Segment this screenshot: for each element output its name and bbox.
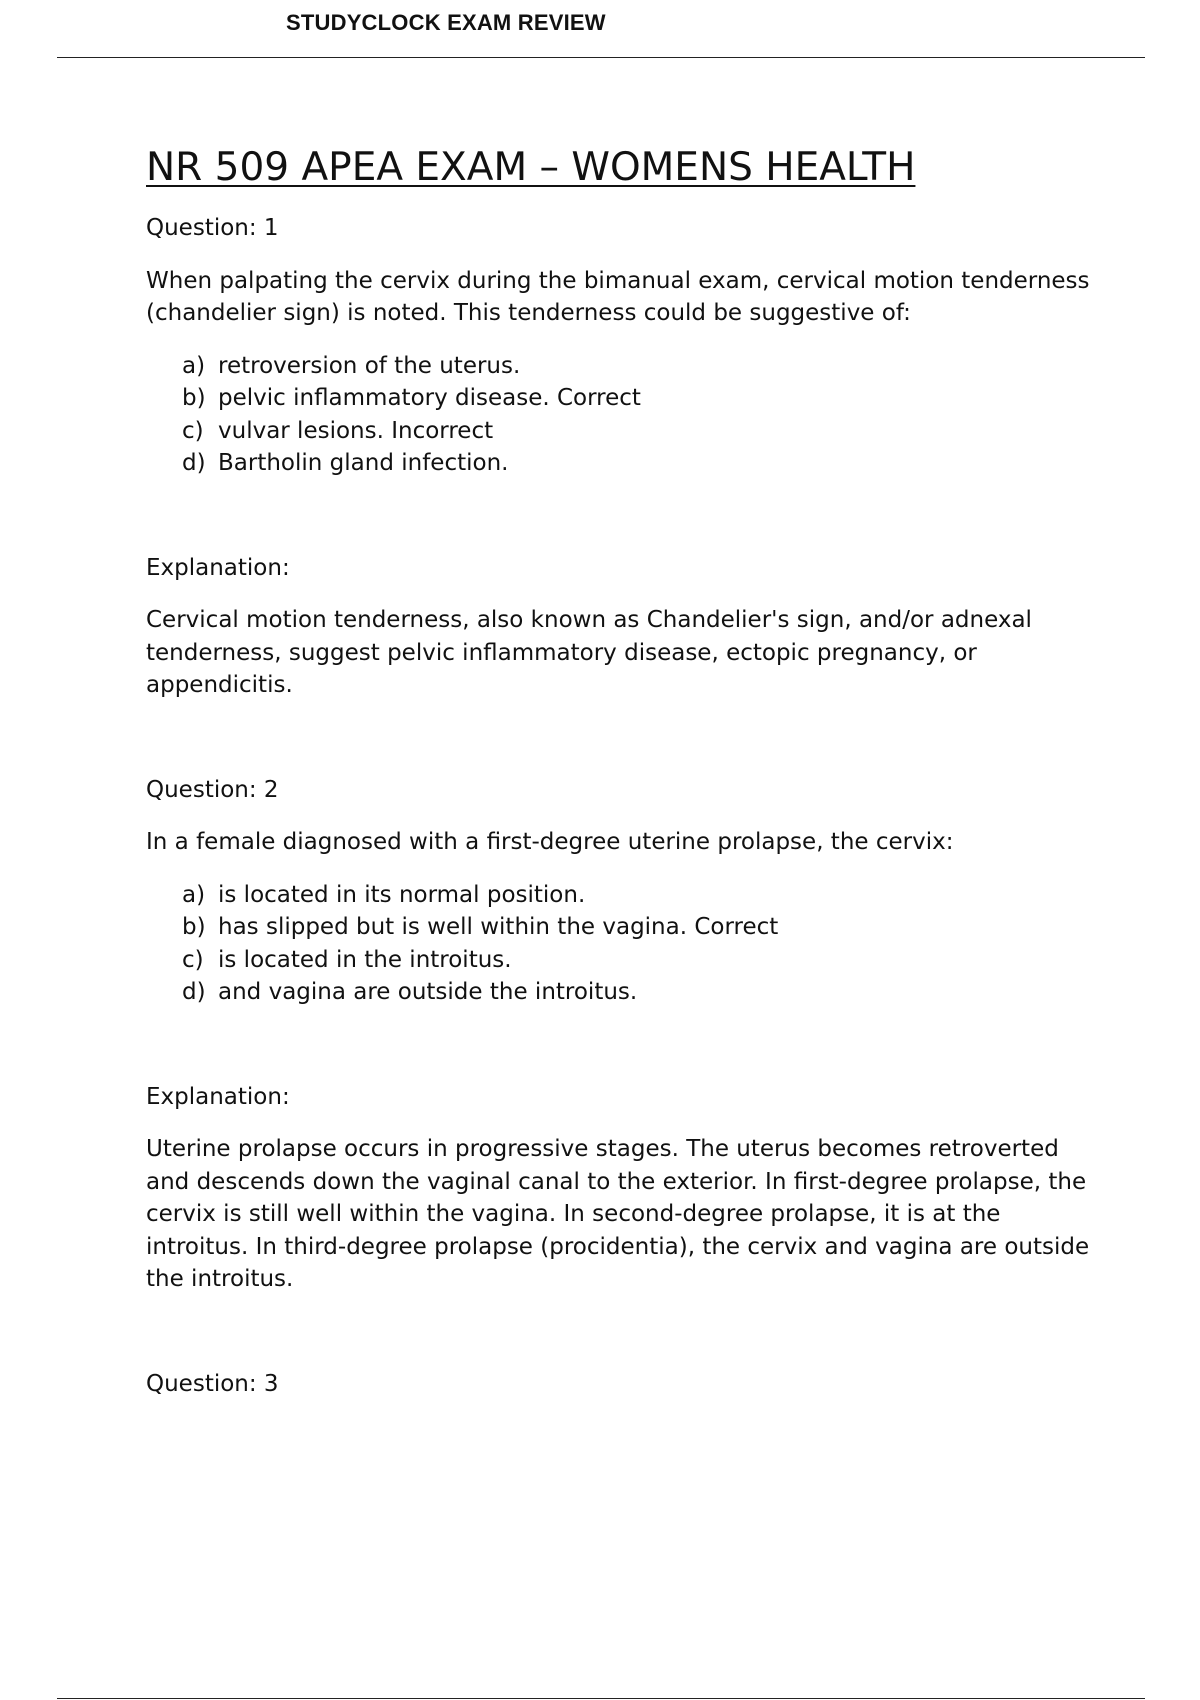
explanation-text: Cervical motion tenderness, also known as Chandelier's sign, and/or adnexal tenderness, suggest pelvic inflammatory disease, ectopic pregnancy, or appendicitis. (146, 607, 1032, 698)
answer-option-a (182, 350, 1106, 383)
answer-options (146, 350, 1106, 480)
question-label: Question: 1 (146, 215, 279, 241)
option-text: and vagina are outside the introitus. (218, 979, 638, 1005)
question-block-2 (146, 774, 1106, 1296)
answer-option-c (182, 944, 1106, 977)
document-title: NR 509 APEA EXAM – WOMENS HEALTH (146, 145, 916, 190)
page-header-title: STUDYCLOCK EXAM REVIEW (286, 10, 606, 35)
option-letter: a) (182, 881, 206, 908)
answer-option-a (182, 879, 1106, 912)
option-letter: d) (182, 979, 206, 1005)
explanation-text: Uterine prolapse occurs in progressive stages. The uterus becomes retroverted and descends down the vaginal canal to the exterior. In first-degree prolapse, the cervix is still well within the vagina. In second-degree prolapse, it is at the introitus. In third-degree prolapse (procidentia), the cervix and vagina are outside the introitus. (146, 1136, 1090, 1292)
option-letter: a) (182, 352, 206, 379)
spacer (146, 1009, 1106, 1081)
option-text: retroversion of the uterus. (218, 352, 521, 379)
header-divider (57, 57, 1145, 58)
answer-option-d (182, 976, 1106, 1009)
answer-option-c (182, 415, 1106, 448)
answer-options (146, 879, 1106, 1009)
spacer (146, 1296, 1106, 1368)
option-text: pelvic inflammatory disease. Correct (218, 385, 641, 411)
option-text: vulvar lesions. Incorrect (218, 417, 494, 444)
footer-divider (57, 1698, 1145, 1699)
option-text: Bartholin gland infection. (218, 450, 509, 476)
option-text: is located in the introitus. (218, 946, 512, 973)
question-block-3 (146, 1368, 1106, 1401)
question-block-1 (146, 212, 1106, 702)
option-letter: b) (182, 385, 206, 411)
option-text: is located in its normal position. (218, 881, 586, 908)
question-text: In a female diagnosed with a first-degree uterine prolapse, the cervix: (146, 829, 954, 855)
option-text: has slipped but is well within the vagina. Correct (218, 914, 779, 940)
document-body (146, 145, 1106, 1420)
spacer (146, 480, 1106, 552)
question-label: Question: 3 (146, 1370, 279, 1397)
option-letter: c) (182, 946, 204, 973)
answer-option-b (182, 911, 1106, 944)
option-letter: c) (182, 417, 204, 444)
option-letter: d) (182, 450, 206, 476)
question-label: Question: 2 (146, 776, 279, 803)
answer-option-b (182, 382, 1106, 415)
spacer (146, 702, 1106, 774)
explanation-label: Explanation: (146, 1083, 290, 1110)
question-text: When palpating the cervix during the bimanual exam, cervical motion tenderness (chandelier sign) is noted. This tenderness could be suggestive of: (146, 267, 1090, 326)
answer-option-d (182, 447, 1106, 480)
explanation-label: Explanation: (146, 554, 290, 581)
option-letter: b) (182, 914, 206, 940)
